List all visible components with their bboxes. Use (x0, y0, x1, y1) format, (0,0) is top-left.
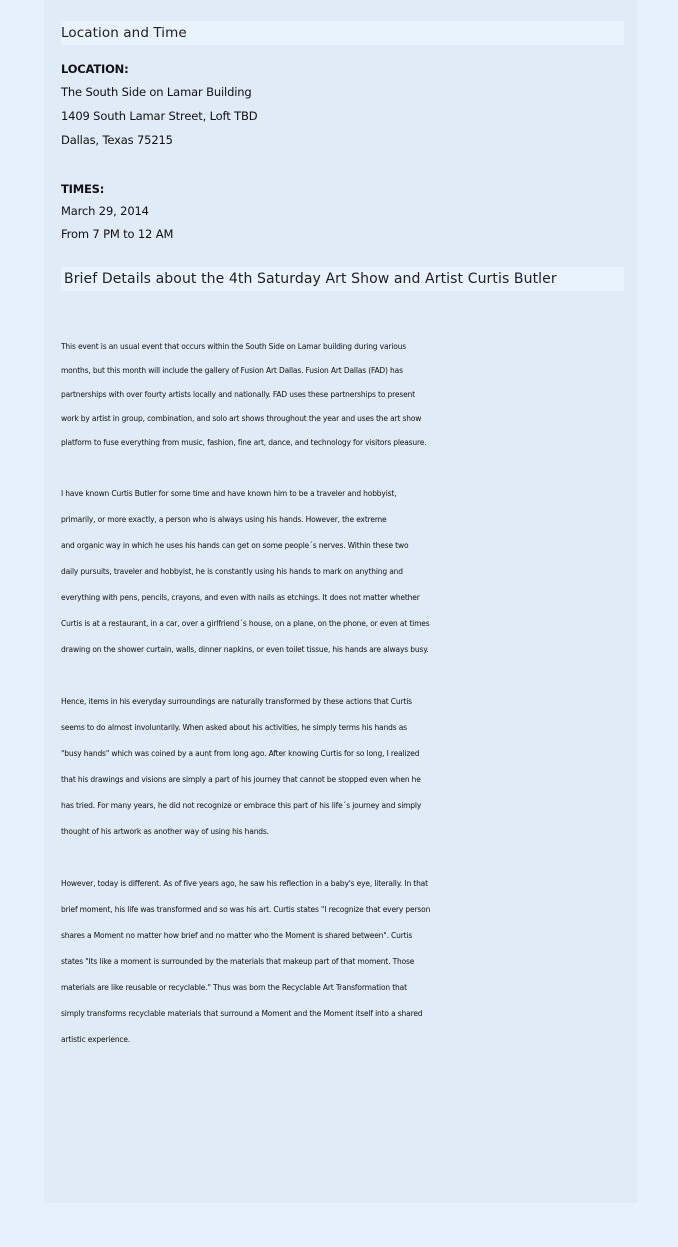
paragraph-line: primarily, or more exactly, a person who is always using his hands. However, the extreme (61, 515, 387, 524)
times-block (61, 179, 173, 246)
paragraph-line: brief moment, his life was transformed and so was his art. Curtis states "I recognize that every person (61, 905, 431, 914)
paragraph-line: materials are like reusable or recyclable." Thus was born the Recyclable Art Transformation that (61, 983, 407, 992)
paragraph-line: drawing on the shower curtain, walls, dinner napkins, or even toilet tissue, his hands are always busy. (61, 645, 429, 654)
times-line: March 29, 2014 (61, 204, 149, 218)
paragraph-line: partnerships with over fourty artists locally and nationally. FAD uses these partnerships to present (61, 390, 415, 399)
location-time-header: Location and Time (61, 21, 624, 45)
location-line: 1409 South Lamar Street, Loft TBD (61, 109, 258, 123)
paragraph-line: platform to fuse everything from music, fashion, fine art, dance, and technology for visitors pleasure. (61, 438, 427, 447)
times-label: TIMES: (61, 182, 105, 196)
paragraph-line: has tried. For many years, he did not recognize or embrace this part of his life´s journey and simply (61, 801, 422, 810)
paragraph-line: Hence, items in his everyday surroundings are naturally transformed by these actions that Curtis (61, 697, 412, 706)
paragraph-line: However, today is different. As of five years ago, he saw his reflection in a baby's eye, literally. In that (61, 879, 428, 888)
paragraph-line: "busy hands" which was coined by a aunt from long ago. After knowing Curtis for so long, I realized (61, 749, 420, 758)
paragraph-line: artistic experience. (61, 1035, 131, 1044)
location-label: LOCATION: (61, 62, 129, 76)
paragraph-line: Curtis is at a restaurant, in a car, over a girlfriend´s house, on a plane, on the phone, or even at times (61, 619, 430, 628)
paragraph-line: and organic way in which he uses his hands can get on some people´s nerves. Within these two (61, 541, 409, 550)
paragraph-line: seems to do almost involuntarily. When asked about his activities, he simply terms his hands as (61, 723, 407, 732)
paragraph (61, 871, 624, 1053)
paragraph-line: everything with pens, pencils, crayons, and even with nails as etchings. It does not matter whether (61, 593, 420, 602)
paragraph (61, 689, 624, 845)
paragraph-line: work by artist in group, combination, and solo art shows throughout the year and uses the art show (61, 414, 422, 423)
paragraph-line: daily pursuits, traveler and hobbyist, he is constantly using his hands to mark on anything and (61, 567, 403, 576)
paragraph-line: This event is an usual event that occurs within the South Side on Lamar building during various (61, 342, 407, 351)
paragraph-line: simply transforms recyclable materials that surround a Moment and the Moment itself into a shared (61, 1009, 423, 1018)
paragraph (61, 481, 624, 663)
paragraph-line: I have known Curtis Butler for some time and have known him to be a traveler and hobbyist, (61, 489, 397, 498)
paragraph (61, 335, 624, 455)
paragraph-line: states "Its like a moment is surrounded by the materials that makeup part of that moment. Those (61, 957, 415, 966)
paragraph-line: that his drawings and visions are simply a part of his journey that cannot be stopped even when he (61, 775, 421, 784)
paragraph-line: months, but this month will include the gallery of Fusion Art Dallas. Fusion Art Dallas (FAD) has (61, 366, 403, 375)
location-line: The South Side on Lamar Building (61, 85, 252, 99)
location-block (61, 59, 257, 152)
times-line: From 7 PM to 12 AM (61, 227, 174, 241)
paragraph-line: thought of his artwork as another way of using his hands. (61, 827, 269, 836)
content-panel (44, 0, 638, 1203)
details-header: Brief Details about the 4th Saturday Art Show and Artist Curtis Butler (61, 267, 624, 291)
paragraph-line: shares a Moment no matter how brief and no matter who the Moment is shared between". Curtis (61, 931, 413, 940)
location-line: Dallas, Texas 75215 (61, 133, 173, 147)
